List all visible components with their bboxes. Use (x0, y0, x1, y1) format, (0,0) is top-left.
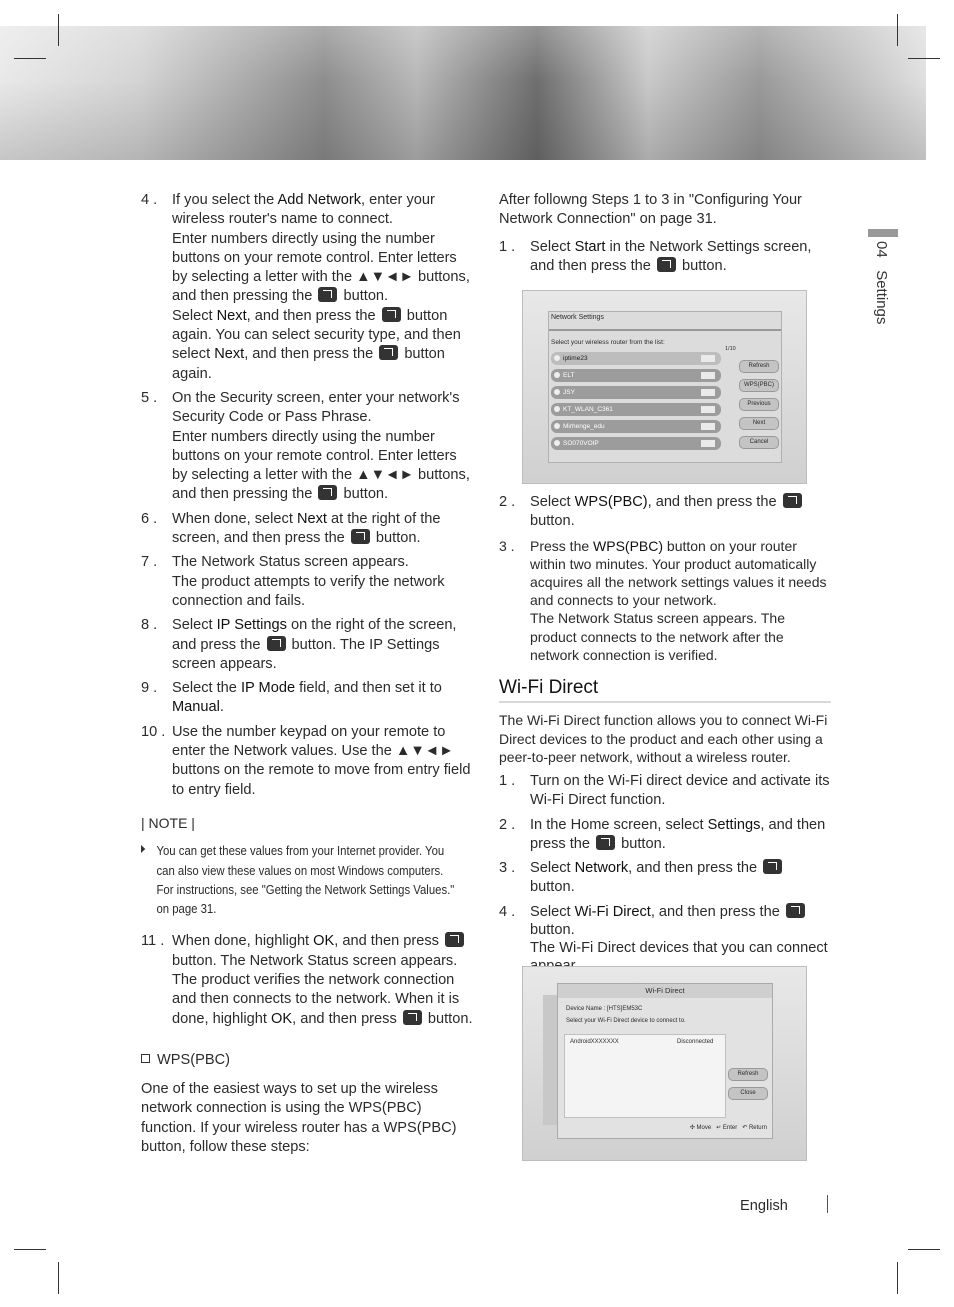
wifi-step-4 (499, 903, 831, 976)
cancel-button[interactable]: Cancel (739, 436, 779, 449)
right-column (499, 191, 831, 281)
text: Press the (530, 537, 594, 554)
enter-small-icon: ↵ (716, 1125, 722, 1131)
step-number: 5 . (141, 389, 158, 406)
text: Select (530, 860, 575, 877)
text: Select (172, 617, 217, 634)
text: In the Home screen, select (530, 816, 708, 833)
step-6 (141, 510, 473, 549)
hint-enter: Enter (722, 1125, 738, 1131)
wifi-step-2 (499, 816, 831, 855)
network-row[interactable] (551, 437, 721, 450)
text: in the Network Settings screen, and then press the (530, 238, 812, 274)
right-column-2 (499, 493, 831, 981)
radio-icon (554, 440, 560, 446)
network-row[interactable] (551, 386, 721, 399)
refresh-button[interactable]: Refresh (728, 1068, 768, 1081)
step-number: 4 . (499, 903, 516, 920)
network-row[interactable] (551, 420, 721, 433)
enter-icon (267, 636, 286, 651)
move-icon: ✣ (689, 1125, 695, 1131)
text: Enter numbers directly using the number buttons on your remote control. Enter letters by selecting a letter with the ▲▼◄► buttons, and then pressing the (172, 428, 470, 503)
emphasis: IP Settings (216, 617, 287, 634)
text: button. (677, 257, 727, 274)
device-item[interactable]: AndroidXXXXXXX (570, 1039, 619, 1045)
step-number: 4 . (141, 192, 158, 208)
emphasis: Next (216, 307, 247, 324)
step-number: 9 . (141, 680, 158, 697)
crop-mark (908, 58, 940, 59)
header-banner (0, 26, 926, 160)
network-name: iptime23 (563, 355, 588, 362)
text: Select (172, 307, 217, 324)
enter-icon (318, 485, 337, 500)
text: The Network Status screen appears. (172, 554, 409, 571)
next-button[interactable]: Next (739, 417, 779, 430)
step-number: 2 . (499, 816, 516, 833)
hint-move: Move (696, 1125, 712, 1131)
text: button. (371, 530, 421, 547)
text: When done, highlight (172, 933, 314, 950)
enter-icon (318, 287, 337, 302)
text: , and then press the (530, 816, 826, 852)
device-status: Disconnected (677, 1039, 714, 1045)
enter-icon (351, 529, 370, 544)
wifi-direct-intro: The Wi-Fi Direct function allows you to connect Wi-Fi Direct devices to the product and each other using a peer-to-peer network, without a wireless router. (499, 712, 828, 765)
text: at the right of the screen, and then press the (172, 510, 441, 547)
text: button. (530, 879, 575, 896)
step-number: 1 . (499, 772, 516, 789)
text: button. (423, 1010, 473, 1027)
text: Use the number keypad on your remote to enter the Network values. Use the ▲▼◄► buttons on the remote to move from entry field to entry field. (172, 723, 471, 798)
text: , and then press (292, 1010, 401, 1027)
radio-icon (554, 355, 560, 361)
step-number: 3 . (499, 860, 516, 877)
dialog-prompt: Select your wireless router from the list: (551, 339, 665, 346)
wifi-step-3 (499, 859, 831, 898)
step-11 (141, 932, 473, 1028)
text: Turn on the Wi-Fi direct device and activate its Wi-Fi Direct function. (530, 772, 830, 809)
wps-heading (141, 1051, 473, 1070)
wps-step-1 (499, 238, 831, 277)
step-4 (141, 191, 473, 384)
text: , and then press the (650, 903, 784, 920)
button-group (739, 360, 779, 455)
crop-mark (908, 1249, 940, 1250)
network-name: ELT (563, 372, 575, 379)
text: button. (617, 835, 666, 852)
signal-icon (701, 389, 715, 396)
emphasis: WPS(PBC) (574, 494, 648, 510)
text: on the right of the screen, and press the (172, 617, 457, 653)
refresh-button[interactable]: Refresh (739, 360, 779, 373)
hint-return: Return (748, 1125, 767, 1131)
enter-icon (786, 903, 805, 918)
text: Select (530, 903, 575, 920)
text: button again. (172, 346, 445, 382)
text: field, and then set it to (295, 680, 442, 697)
text: . (219, 699, 224, 716)
step-10 (141, 723, 473, 800)
nav-hints (558, 1124, 772, 1131)
text: On the Security screen, enter your network's Security Code or Pass Phrase. (172, 389, 460, 426)
text: Select (530, 238, 575, 255)
text: button again. You can select security type, and then select (172, 307, 461, 363)
enter-icon (379, 345, 398, 360)
chapter-number: 04 (873, 241, 890, 258)
wps-step-3 (499, 537, 831, 664)
step-number: 6 . (141, 510, 158, 527)
chapter-title: Settings (873, 270, 890, 325)
device-name: Device Name : [HTS]EM53C (566, 1006, 643, 1012)
chapter-tab (868, 229, 898, 339)
wps-pbc--button[interactable]: WPS(PBC) (739, 379, 779, 392)
emphasis: Next (296, 510, 327, 527)
wifi-step-1 (499, 772, 831, 811)
footer-language: English (740, 1198, 788, 1214)
emphasis: Wi-Fi Direct (574, 903, 651, 920)
enter-icon (596, 835, 615, 850)
signal-icon (701, 406, 715, 413)
dialog-prompt: Select your Wi-Fi Direct device to connect to. (566, 1018, 686, 1024)
radio-icon (554, 406, 560, 412)
text: , and then press the (246, 307, 380, 324)
text: If you select the (172, 192, 278, 208)
text: , and then press the (628, 860, 762, 877)
enter-icon (403, 1010, 422, 1025)
network-row[interactable] (551, 352, 721, 365)
button-group (728, 1068, 768, 1106)
emphasis: Start (574, 238, 606, 255)
dialog-title: Wi-Fi Direct (558, 984, 772, 998)
dialog (557, 983, 773, 1139)
note-item (141, 841, 457, 918)
text: Select (530, 494, 575, 510)
network-settings-screenshot (522, 290, 807, 484)
signal-icon (701, 440, 715, 447)
text: The Network Status screen appears. The product connects to the network after the network connection is verified. (530, 610, 785, 663)
emphasis: Manual (172, 699, 220, 716)
step-7 (141, 553, 473, 611)
note-text: You can get these values from your Internet provider. You can also view these values on most Windows computers. For instructions, see "Getting the Network Settings Values." on page 31. (156, 843, 455, 917)
chapter-tab-bar (868, 229, 898, 237)
emphasis: Next (214, 346, 245, 363)
emphasis: OK (271, 1010, 293, 1027)
text: button. The IP Settings screen appears. (172, 636, 440, 672)
device-list (564, 1034, 726, 1118)
text: Enter numbers directly using the number buttons on your remote control. Enter letters by selecting a letter with the ▲▼◄► buttons, and then pressing the (172, 230, 470, 305)
chapter-tab-label (873, 241, 890, 324)
step-8 (141, 616, 473, 674)
enter-icon (382, 307, 401, 322)
step-5 (141, 389, 473, 505)
text: button. (339, 288, 389, 305)
wps-step-2 (499, 493, 831, 532)
wifi-direct-screenshot (522, 966, 807, 1161)
bullet-triangle-icon (141, 845, 145, 853)
enter-icon (445, 932, 464, 947)
emphasis: Settings (707, 816, 761, 833)
footer-divider (827, 1195, 828, 1213)
close-button[interactable]: Close (728, 1087, 768, 1100)
emphasis: Add Network (277, 192, 362, 208)
crop-mark (897, 14, 898, 46)
radio-icon (554, 372, 560, 378)
text: button. The Network Status screen appears. The product verifies the network connection and then connects to the network. When it is done, highlight (172, 952, 460, 1027)
network-name: JSY (563, 389, 575, 396)
text: When done, select (172, 510, 297, 527)
enter-icon (783, 493, 802, 508)
divider (549, 329, 781, 331)
step-number: 10 . (141, 723, 166, 740)
signal-icon (701, 423, 715, 430)
radio-icon (554, 389, 560, 395)
crop-mark (58, 14, 59, 46)
text: button. (530, 921, 575, 938)
dialog (548, 311, 782, 463)
text: , and then press the (244, 346, 378, 363)
text: , and then press the (647, 494, 781, 510)
network-row[interactable] (551, 369, 721, 382)
step-number: 1 . (499, 238, 516, 255)
left-column (141, 191, 473, 1157)
signal-icon (701, 372, 715, 379)
emphasis: Network (574, 860, 629, 877)
step-number: 2 . (499, 494, 516, 510)
network-row[interactable] (551, 403, 721, 416)
emphasis: OK (313, 933, 335, 950)
network-name: KT_WLAN_C361 (563, 406, 613, 413)
checkbox-square-icon (141, 1054, 150, 1063)
text: The Wi-Fi Direct devices that you can connect (530, 940, 828, 957)
wifi-direct-heading: Wi-Fi Direct (499, 678, 831, 703)
crop-mark (14, 58, 46, 59)
crop-mark (14, 1249, 46, 1250)
crop-mark (897, 1262, 898, 1294)
text: , and then press (334, 933, 443, 950)
text: button. (530, 513, 575, 530)
step-number: 11 . (141, 933, 165, 950)
text: button on your router within two minutes. Your product automatically acquires all the network settings values it needs and connects to your network. (530, 537, 827, 609)
step-9 (141, 679, 473, 718)
previous-button[interactable]: Previous (739, 398, 779, 411)
network-name: SO070VOIP (563, 440, 599, 447)
step-number: 8 . (141, 617, 158, 634)
page-counter: 1/10 (725, 346, 736, 352)
signal-icon (701, 355, 715, 362)
emphasis: WPS(PBC) (593, 537, 664, 554)
enter-icon (657, 257, 676, 272)
enter-icon (763, 859, 782, 874)
emphasis: IP Mode (240, 680, 296, 697)
wps-heading-text: WPS(PBC) (157, 1051, 230, 1068)
text: Select the (172, 680, 241, 697)
network-list (551, 352, 721, 454)
text: , enter your wireless router's name to connect. (172, 192, 435, 228)
crop-mark (58, 1262, 59, 1294)
radio-icon (554, 423, 560, 429)
text: button. (339, 486, 389, 503)
network-name: Mirhenge_edu (563, 423, 605, 430)
intro-text: After followng Steps 1 to 3 in "Configuring Your Network Connection" on page 31. (499, 192, 802, 228)
step-number: 3 . (499, 537, 515, 554)
note-heading: | NOTE | (141, 814, 195, 831)
dialog-title: Network Settings (551, 314, 604, 321)
wps-intro: One of the easiest ways to set up the wireless network connection is using the WPS(PBC) function. If your wireless router has a WPS(PBC) button, follow these steps: (141, 1081, 457, 1156)
step-number: 7 . (141, 554, 158, 571)
text: The product attempts to verify the network connection and fails. (172, 573, 445, 609)
return-icon: ↶ (742, 1125, 748, 1131)
